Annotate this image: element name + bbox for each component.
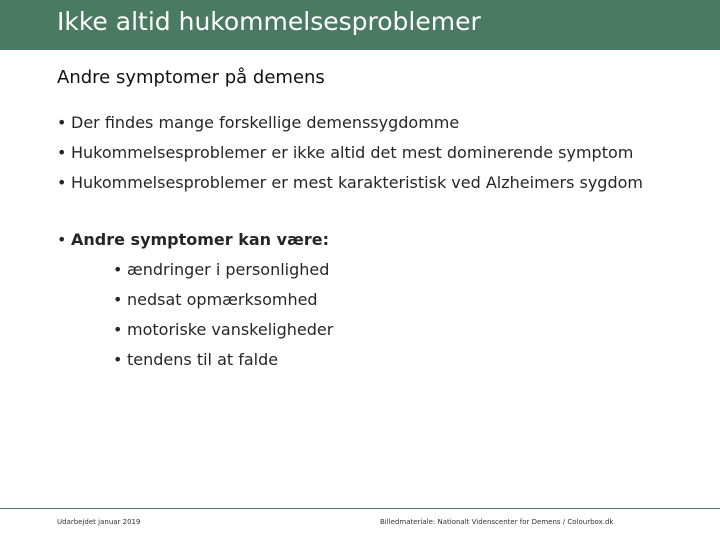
other-symptoms-item — [57, 225, 333, 375]
symptom-item: • tendens til at falde — [113, 345, 333, 375]
symptom-sublist — [71, 255, 333, 375]
symptom-item: • nedsat opmærksomhed — [113, 285, 333, 315]
bullet-list — [57, 108, 643, 198]
footer-divider — [0, 508, 720, 509]
other-symptoms-label: Andre symptomer kan være: — [71, 230, 329, 249]
other-symptoms-list — [57, 225, 333, 375]
bullet-item: • Der findes mange forskellige demenssygdomme — [57, 108, 643, 138]
bullet-item: • Hukommelsesproblemer er ikke altid det mest dominerende symptom — [57, 138, 643, 168]
symptom-item: • ændringer i personlighed — [113, 255, 333, 285]
title-bar — [0, 0, 720, 50]
footer-credits: Billedmateriale: Nationalt Videnscenter for Demens / Colourbox.dk — [380, 518, 614, 526]
slide-subtitle: Andre symptomer på demens — [57, 67, 325, 88]
slide-title: Ikke altid hukommelsesproblemer — [57, 7, 481, 36]
footer-date: Udarbejdet januar 2019 — [57, 518, 141, 526]
symptom-item: • motoriske vanskeligheder — [113, 315, 333, 345]
bullet-item: • Hukommelsesproblemer er mest karakteristisk ved Alzheimers sygdom — [57, 168, 643, 198]
